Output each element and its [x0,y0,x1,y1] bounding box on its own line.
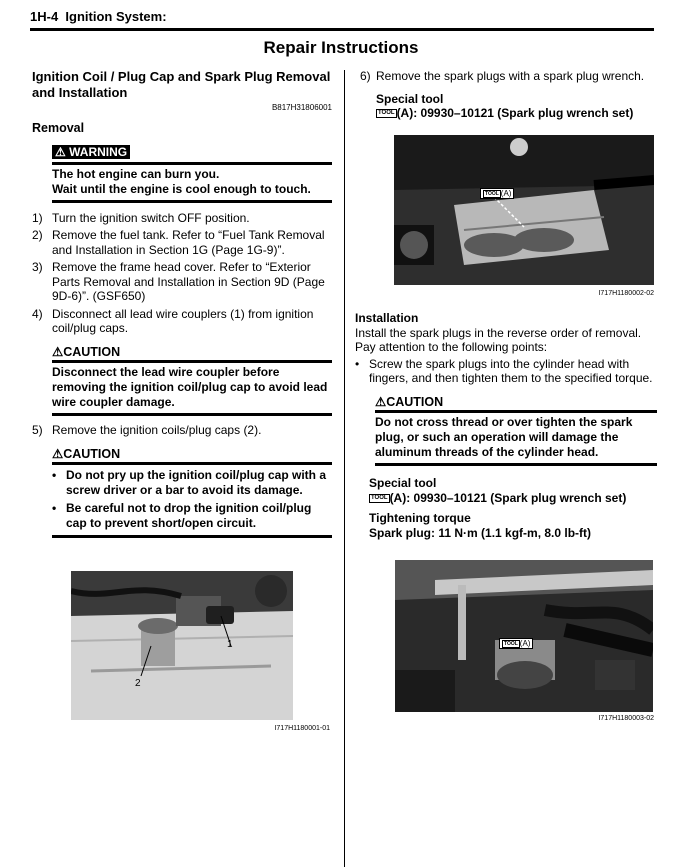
warning-box [52,145,332,203]
doc-code: B817H31806001 [271,103,332,112]
installation-heading: Installation [355,311,419,325]
spark-plug-photo-2 [395,560,653,712]
warning-top-rule [52,162,332,165]
list-item: 1) Turn the ignition switch OFF position. [32,210,250,225]
callout-1: 1 [227,639,233,650]
callout-a: TOOL (A) [499,638,533,649]
section-title: Ignition System: [65,9,167,24]
spark-plug-photo-1 [394,135,654,285]
caution-triangle-icon: ⚠ [52,344,64,359]
list-item: 6) Remove the spark plugs with a spark plug wrench. [360,69,645,83]
wrench-illustration [395,560,653,712]
bullet: • [355,356,360,371]
page-title: Repair Instructions [263,38,419,57]
special-tool-label: Special tool [369,476,437,490]
left-column [32,69,332,538]
special-tool-line: TOOL (A): 09930–10121 (Spark plug wrench set) [378,106,634,120]
caution-box-1 [52,345,332,417]
header-rule [30,28,654,31]
cylinder-head-illustration [394,135,654,285]
figure-code: I717H1180001-01 [274,725,330,732]
special-tool-line: TOOL (A): 09930–10121 (Spark plug wrench set) [371,490,627,505]
tool-icon: TOOL [504,640,518,647]
warning-label: WARNING [69,144,128,159]
caution-triangle-icon: ⚠ [375,394,387,409]
procedure-heading: Ignition Coil / Plug Cap and Spark Plug Removal and Installation [32,69,331,100]
tool-icon: TOOL [378,110,395,117]
list-item: 4) Disconnect all lead wire couplers (1) from ignition coil/plug caps. [32,306,314,335]
list-item: 5) Remove the ignition coils/plug caps (2). [32,423,262,437]
caution-text: Disconnect the lead wire coupler before removing the ignition coil/plug cap to avoid lead wire coupler damage. [52,365,328,409]
list-item: 3) Remove the frame head cover. Refer to “Exterior Parts Removal and Installation in Section 9D (Page 9D-6)”. (GSF650) [32,260,325,303]
caution-bottom-rule [52,413,332,416]
right-column [360,69,655,121]
caution-tag: ⚠CAUTION [52,446,121,461]
caution-bottom-rule [52,535,332,538]
list-item: • Be careful not to drop the ignition coil/plug cap to prevent short/open circuit. [52,501,312,530]
caution-box-3 [375,395,657,467]
bullet: • [52,468,57,482]
installation-text: Install the spark plugs in the reverse order of removal. Pay attention to the following points: [355,325,642,354]
caution-tag: ⚠CAUTION [375,394,444,409]
section-code: 1H-4 [30,9,59,24]
caution-text: Do not cross thread or over tighten the spark plug, or such an operation will damage the aluminum threads of the cylinder head. [375,415,633,459]
list-item: • Do not pry up the ignition coil/plug cap with a screw driver or a bar to avoid its damage. [52,468,326,497]
caution-top-rule [375,410,657,413]
tool-icon: TOOL [371,494,388,501]
column-divider [344,70,345,867]
figure-code: I717H1180003-02 [598,715,654,722]
callout-2: 2 [135,678,141,689]
callout-a: TOOL (A) [480,188,514,199]
list-item: • Screw the spark plugs into the cylinder head with fingers, and then tighten them to the specified torque. [355,356,653,385]
caution-tag: ⚠CAUTION [52,344,121,359]
steps-list [32,211,332,336]
figure-code: I717H1180002-02 [598,290,654,297]
bullet: • [52,501,57,515]
engine-illustration [71,571,293,720]
warning-line-1: The hot engine can burn you. [52,166,220,181]
special-tool-label: Special tool [376,91,444,106]
page-header [30,9,167,24]
caution-top-rule [52,360,332,363]
torque-label: Tightening torque [369,511,471,525]
torque-value: Spark plug: 11 N·m (1.1 kgf-m, 8.0 lb-ft) [369,525,592,540]
ignition-coil-photo [71,571,293,720]
installation-section [355,311,657,540]
removal-heading: Removal [32,120,85,135]
list-item: 2) Remove the fuel tank. Refer to “Fuel Tank Removal and Installation in Section 1G (Page 1G-9)”. [32,228,325,257]
tool-icon: TOOL [485,190,499,197]
warning-line-2: Wait until the engine is cool enough to touch. [52,181,311,196]
warning-triangle-icon: ⚠ [55,144,66,159]
caution-triangle-icon: ⚠ [52,446,64,461]
caution-top-rule [52,462,332,465]
caution-bottom-rule [375,463,657,466]
warning-tag [52,145,130,159]
warning-bottom-rule [52,200,332,203]
caution-box-2 [52,447,332,539]
